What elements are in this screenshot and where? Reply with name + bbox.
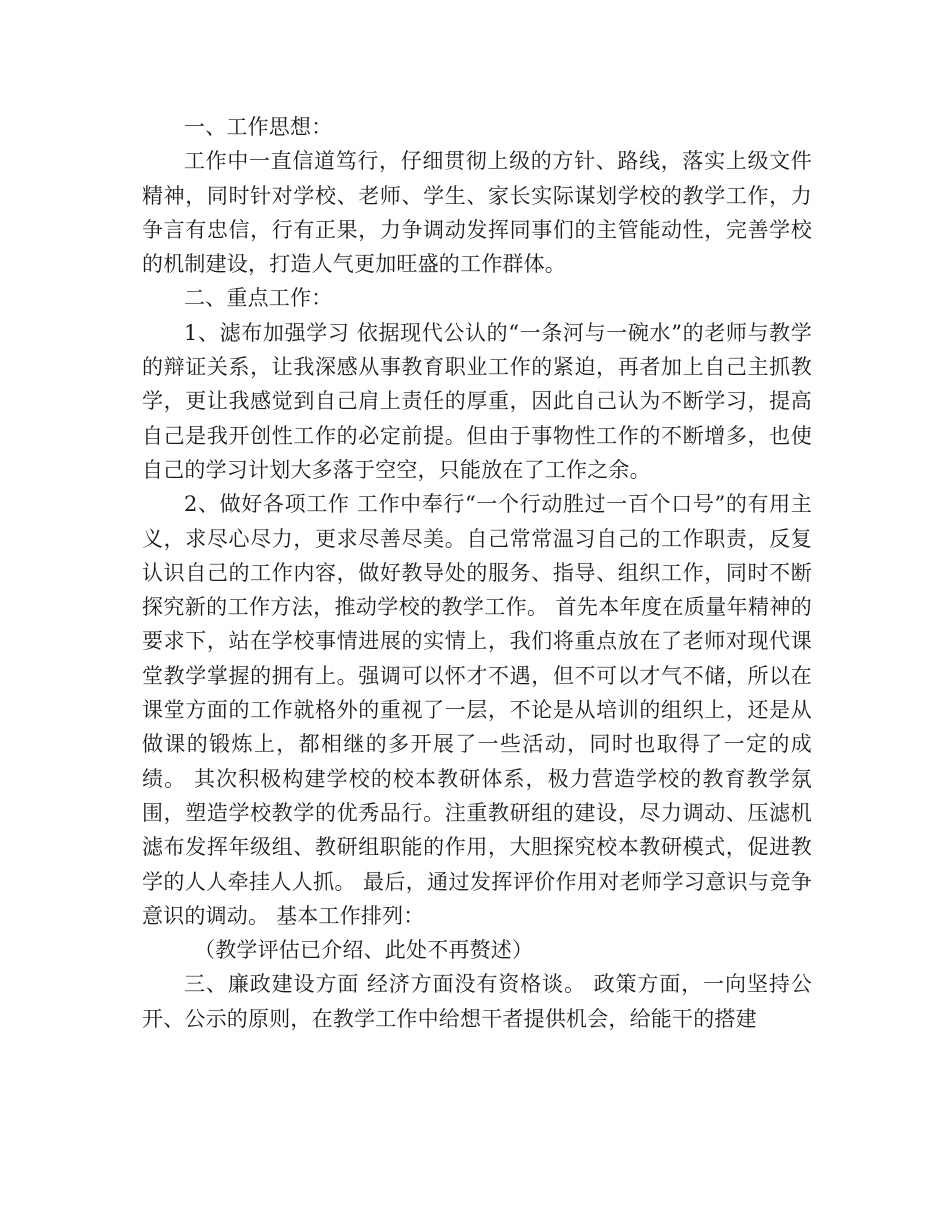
- paragraph-work-thought: 工作中一直信道笃行，仔细贯彻上级的方针、路线，落实上级文件精神，同时针对学校、老师、学生、家长实际谋划学校的教学工作，力争言有忠信，行有正果，力争调动发挥同事们的主管能动性，完善学校的机制建设，打造人气更加旺盛的工作群体。: [142, 149, 812, 277]
- paragraph-strengthen-learning: 1、滤布加强学习 依据现代公认的“一条河与一碗水”的老师与教学的辩证关系，让我深感从事教育职业工作的紧迫，再者加上自己主抓教学，更让我感觉到自己肩上责任的厚重，因此自己认为不断学习，提高自己是我开创性工作的必定前提。但由于事物性工作的不断增多，也使自己的学习计划大多落于空空，只能放在了工作之余。: [142, 320, 812, 482]
- paragraph-note: （教学评估已介绍、此处不再赘述）: [194, 938, 534, 963]
- section-heading-work-thought: 一、工作思想：: [184, 115, 333, 139]
- paragraph-integrity: 三、廉政建设方面 经济方面没有资格谈。 政策方面，一向坚持公开、公示的原则，在教学工作中给想干者提供机会，给能干的搭建: [142, 972, 812, 1031]
- paragraph-do-work-well: 2、做好各项工作 工作中奉行“一个行动胜过一百个口号”的有用主义，求尽心尽力，更求尽善尽美。自己常常温习自己的工作职责，反复认识自己的工作内容，做好教导处的服务、指导、组织工作，同时不断探究新的工作方法，推动学校的教学工作。 首先本年度在质量年精神的要求下，站在学校事情进展的实情上，我们将重点放在了老师对现代课堂教学掌握的拥有上。强调可以怀才不遇，但不可以才气不储，所以在课堂方面的工作就格外的重视了一层，不论是从培训的组织上，还是从做课的锻炼上，都相继的多开展了一些活动，同时也取得了一定的成绩。 其次积极构建学校的校本教研体系，极力营造学校的教育教学氛围，塑造学校教学的优秀品行。注重教研组的建设，尽力调动、压滤机滤布发挥年级组、教研组职能的作用，大胆探究校本教研模式，促进教学的人人牵挂人人抓。 最后，通过发挥评价作用对老师学习意识与竞争意识的调动。 基本工作排列：: [142, 492, 812, 928]
- document-body: [142, 110, 812, 1036]
- section-heading-key-work: 二、重点工作：: [184, 286, 333, 311]
